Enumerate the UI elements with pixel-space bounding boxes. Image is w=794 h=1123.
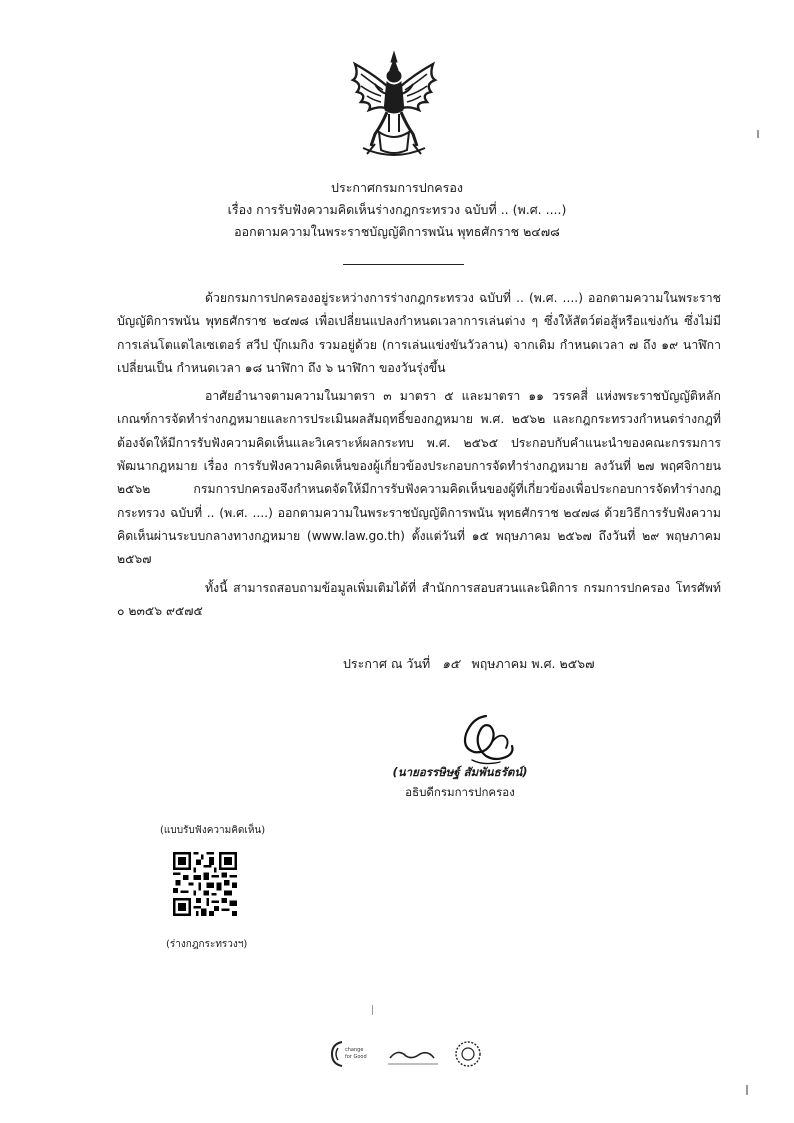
header-reference: ออกตามความในพระราชบัญญัติการพนัน พุทธศักราช ๒๔๗๘ bbox=[234, 224, 560, 239]
garuda-emblem-icon bbox=[345, 50, 443, 160]
header-divider bbox=[343, 264, 464, 265]
paragraph-1: ด้วยกรมการปกครองอยู่ระหว่างการร่างกฎกระทรวง ฉบับที่ .. (พ.ศ. ....) ออกตามความในพระราชบัญญัติการพนัน พุทธศักราช ๒๔๗๘ เพื่อเปลี่ยนแปลงกำหนดเวลาการเล่นต่าง ๆ ซึ่งให้สัตว์ต่อสู้หรือแข่งกัน ซึ่งไม่มีการเล่นโตแตไลเซเตอร์ สวีป บุ๊กเมกิง รวมอยู่ด้วย (การเล่นแข่งขันวัวลาน) จากเดิม กำหนดเวลา ๗ ถึง ๑๙ นาฬิกา เปลี่ยนเป็น กำหนดเวลา ๑๘ นาฬิกา ถึง ๖ นาฬิกา ของวันรุ่งขึ้น bbox=[117, 291, 721, 375]
qr-caption-bottom: (ร่างกฎกระทรวงฯ) bbox=[166, 939, 248, 950]
scan-mark bbox=[746, 1085, 748, 1095]
signer-name: (นายอรรษิษฐ์ สัมพันธรัตน์) bbox=[392, 765, 528, 779]
paragraph-3: ทั้งนี้ สามารถสอบถามข้อมูลเพิ่มเติมได้ที่ สำนักการสอบสวนและนิติการ กรมการปกครอง โทรศัพท์ ๐ ๒๓๕๖ ๙๕๗๕ bbox=[117, 580, 721, 618]
header-subject: เรื่อง การรับฟังความคิดเห็นร่างกฎกระทรวง ฉบับที่ .. (พ.ศ. ....) bbox=[227, 202, 567, 217]
scan-mark bbox=[372, 1005, 373, 1015]
document-header bbox=[0, 177, 794, 243]
document-body bbox=[117, 287, 721, 623]
header-title: ประกาศกรมการปกครอง bbox=[331, 180, 463, 195]
announcement-date bbox=[343, 654, 595, 674]
qr-code-icon[interactable] bbox=[173, 852, 237, 916]
announcement-day: ๑๕ bbox=[442, 656, 460, 671]
change-for-good-logo-icon bbox=[332, 1042, 342, 1066]
signer-title: อธิบดีกรมการปกครอง bbox=[405, 785, 515, 799]
announcement-month-year: พฤษภาคม พ.ศ. ๒๕๖๗ bbox=[471, 656, 595, 671]
footer-logo-text-2: for Good bbox=[345, 1054, 367, 1060]
signer-block bbox=[380, 762, 540, 802]
ministry-wordmark-icon bbox=[388, 1052, 438, 1064]
announcement-prefix: ประกาศ ณ วันที่ bbox=[343, 656, 431, 671]
paragraph-2: อาศัยอำนาจตามความในมาตรา ๓ มาตรา ๕ และมาตรา ๑๑ วรรคสี่ แห่งพระราชบัญญัติหลักเกณฑ์การจัดทำร่างกฎหมายและการประเมินผลสัมฤทธิ์ของกฎหมาย พ.ศ. ๒๕๖๒ และกฎกระทรวงกำหนดร่างกฎที่ต้องจัดให้มีการรับฟังความคิดเห็นและวิเคราะห์ผลกระทบ พ.ศ. ๒๕๖๕ ประกอบกับคำแนะนำของคณะกรรมการพัฒนากฎหมาย เรื่อง การรับฟังความคิดเห็นของผู้เกี่ยวข้องประกอบการจัดทำร่างกฎหมาย ลงวันที่ ๒๗ พฤศจิกายน ๒๕๖๒ กรมการปกครองจึงกำหนดจัดให้มีการรับฟังความคิดเห็นของผู้ที่เกี่ยวข้องเพื่อประกอบการจัดทำร่างกฎกระทรวง ฉบับที่ .. (พ.ศ. ....) ออกตามความในพระราชบัญญัติการพนัน พุทธศักราช ๒๔๗๘ ด้วยวิธีการรับฟังความคิดเห็นผ่านระบบกลางทางกฎหมาย (www.law.go.th) ตั้งแต่วันที่ ๑๕ พฤษภาคม ๒๕๖๗ ถึงวันที่ ๒๙ พฤษภาคม ๒๕๖๗ bbox=[117, 389, 721, 567]
seal-logo-icon bbox=[456, 1042, 480, 1066]
qr-caption-top: (แบบรับฟังความคิดเห็น) bbox=[160, 825, 266, 836]
scan-mark bbox=[757, 130, 759, 138]
signature-icon bbox=[452, 712, 522, 767]
footer-logo-text-1: change bbox=[345, 1047, 364, 1053]
